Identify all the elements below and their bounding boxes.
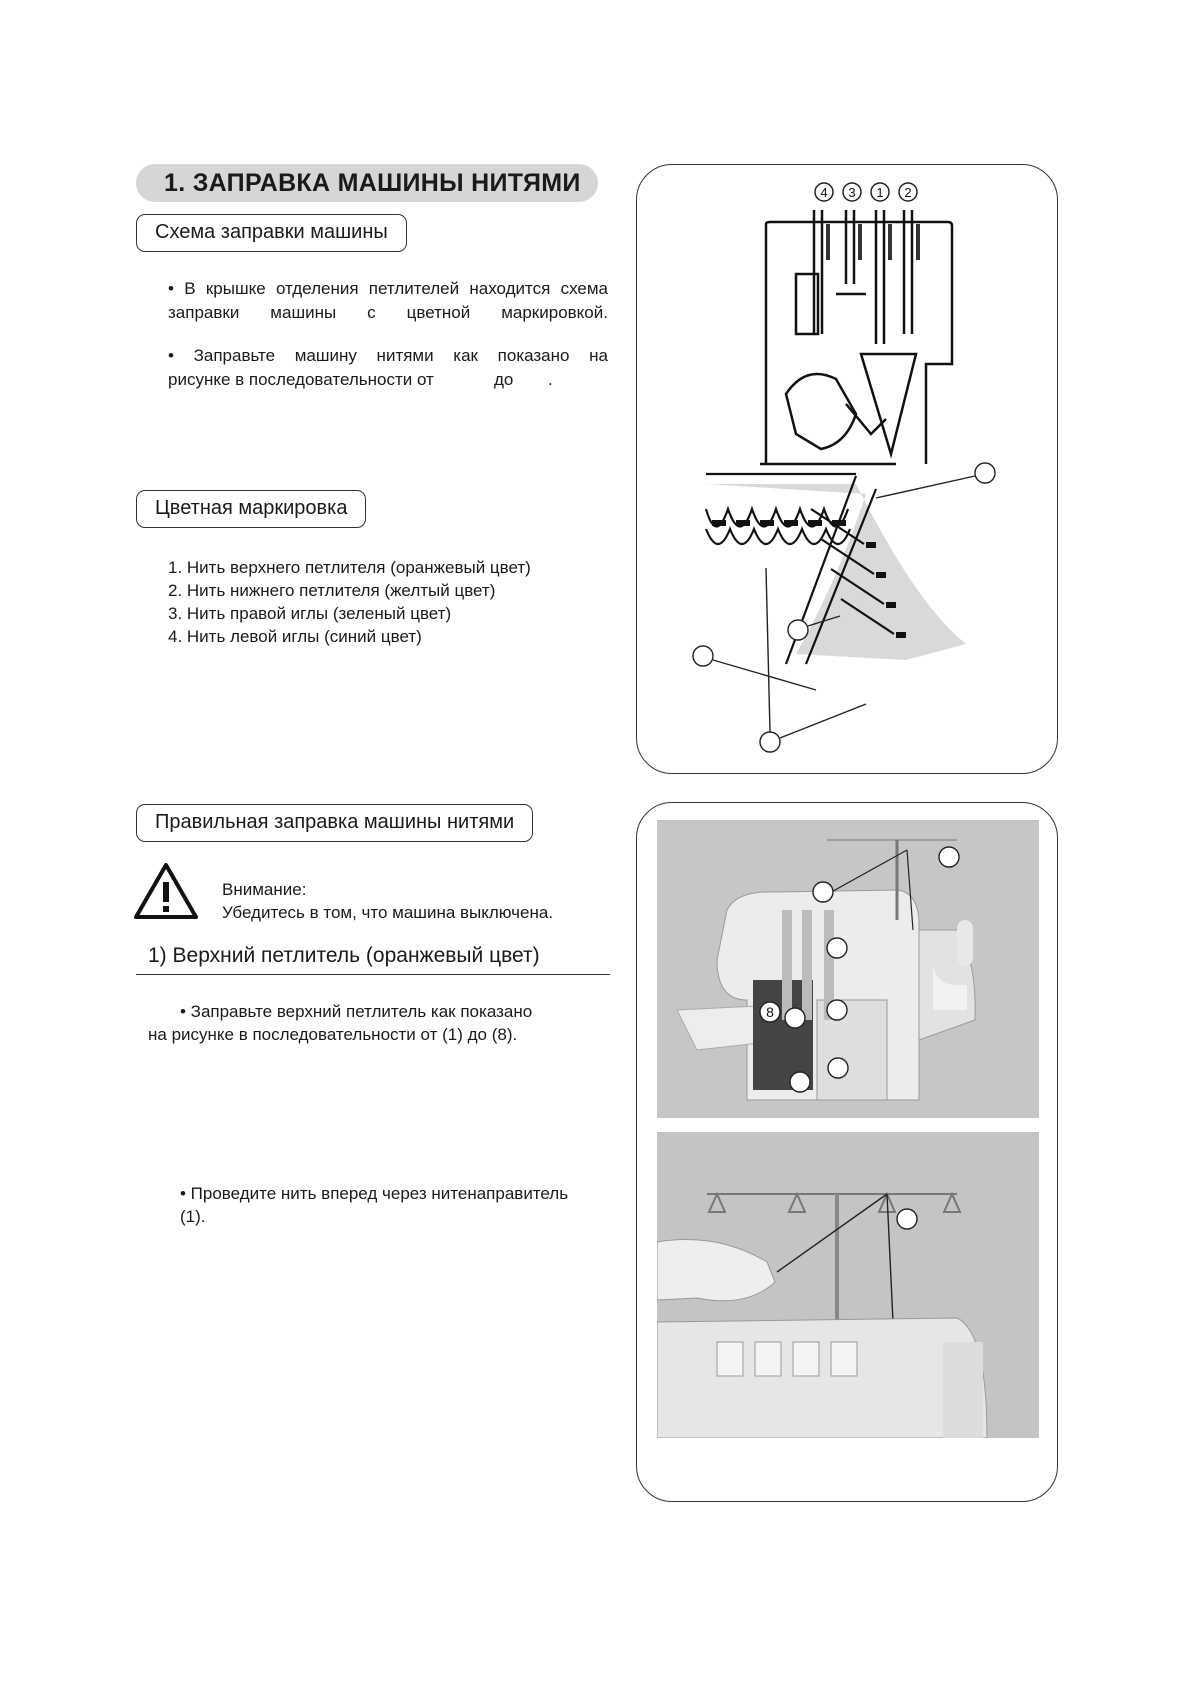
color-marking-heading: Цветная маркировка [136,490,366,528]
machine-photo-2 [657,1132,1039,1438]
upper-looper-step-2: • Проведите нить вперед через нитенаправитель [180,1184,569,1203]
upper-looper-heading: 1) Верхний петлитель (оранжевый цвет) [148,944,540,967]
list-item: 2. Нить нижнего петлителя (желтый цвет) [168,581,496,600]
diagram-label: 2 [904,185,912,200]
scheme-bullet-2-line2 [168,368,608,392]
diagram-label: 4 [820,185,828,200]
scheme-heading: Схема заправки машины [136,214,407,252]
threading-diagram [636,164,1058,774]
scheme-bullet-1: • В крышке отделения петлителей находится схема заправки машины с цветной маркировкой. [168,279,608,322]
upper-looper-step-1: • Заправьте верхний петлитель как показано [180,1002,533,1021]
heading-underline [136,974,610,975]
list-item: 1. Нить верхнего петлителя (оранжевый цвет) [168,558,531,577]
machine-illustration [657,820,1039,1118]
scheme-bullet-2-to: до [494,370,514,389]
upper-looper-step-2b: (1). [180,1207,206,1226]
warning-title: Внимание: [222,880,307,899]
warning-text: Убедитесь в том, что машина выключена. [222,903,554,922]
scheme-bullet-2-text: рисунке в последовательности от [168,370,434,389]
diagram-label: 1 [876,185,884,200]
scheme-bullet-2-end: . [548,370,553,389]
scheme-bullet-2 [168,344,608,392]
diagram-label: 3 [848,185,856,200]
correct-threading-heading: Правильная заправка машины нитями [136,804,533,842]
color-marking-list [168,556,608,648]
machine-photo-1 [657,820,1039,1118]
upper-looper-step-1b: на рисунке в последовательности от (1) до (8). [148,1025,518,1044]
list-item: 4. Нить левой иглы (синий цвет) [168,627,422,646]
photo-callout-label: 8 [766,1004,774,1020]
list-item: 3. Нить правой иглы (зеленый цвет) [168,604,452,623]
warning-icon [134,862,198,920]
thread-guide-illustration [657,1132,1039,1438]
page-title: 1. ЗАПРАВКА МАШИНЫ НИТЯМИ [136,164,598,202]
scheme-bullet-2-line1: • Заправьте машину нитями как показано на [168,346,608,365]
